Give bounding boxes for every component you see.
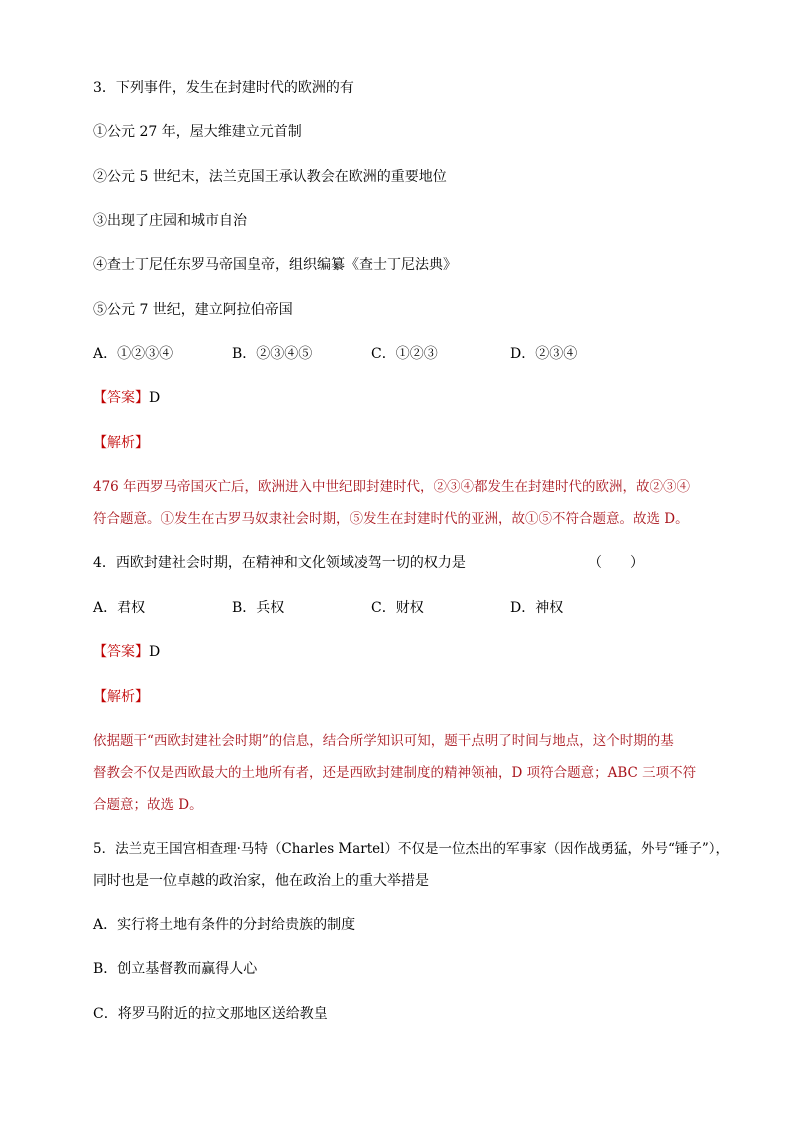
q4-option-a: A．君权: [93, 600, 146, 616]
q3-option-a: A．①②③④: [93, 346, 174, 362]
q4-analysis-line-2: 督教会不仅是西欧最大的土地所有者，还是西欧封建制度的精神领袖，D 项符合题意；ABC 三项不符: [93, 765, 697, 781]
q5-option-c: C．将罗马附近的拉文那地区送给教皇: [93, 1006, 328, 1022]
q3-item-5: ⑤公元 7 世纪，建立阿拉伯帝国: [93, 302, 293, 318]
q4-option-b: B．兵权: [232, 600, 285, 616]
q5-stem-line-1: 5．法兰克王国宫相查理·马特（Charles Martel）不仅是一位杰出的军事家（因作战勇猛，外号“锤子”），: [93, 841, 730, 857]
q3-option-c: C．①②③: [371, 346, 438, 362]
q3-item-2: ②公元 5 世纪末，法兰克国王承认教会在欧洲的重要地位: [93, 169, 447, 185]
q3-analysis-label: 【解析】: [93, 435, 149, 451]
q4-answer-paren: （ ）: [588, 555, 644, 571]
q3-item-1: ①公元 27 年，屋大维建立元首制: [93, 124, 302, 140]
q3-item-4: ④查士丁尼任东罗马帝国皇帝，组织编纂《查士丁尼法典》: [93, 257, 457, 273]
q5-option-a: A．实行将土地有条件的分封给贵族的制度: [93, 917, 356, 933]
q3-answer-label: 【答案】: [93, 390, 149, 406]
q3-option-d: D．②③④: [510, 346, 578, 362]
q4-answer-value: D: [149, 644, 161, 660]
q5-stem-line-2: 同时也是一位卓越的政治家，他在政治上的重大举措是: [93, 873, 429, 889]
q3-analysis-line-2: 符合题意。①发生在古罗马奴隶社会时期，⑤发生在封建时代的亚洲，故①⑤不符合题意。故选 D。: [93, 511, 689, 527]
q4-option-c: C．财权: [371, 600, 424, 616]
q3-answer: [93, 389, 160, 407]
q4-option-d: D．神权: [510, 600, 564, 616]
q5-option-b: B．创立基督教而赢得人心: [93, 961, 258, 977]
q4-stem: 4．西欧封建社会时期，在精神和文化领域凌驾一切的权力是: [93, 555, 466, 571]
q3-option-b: B．②③④⑤: [232, 346, 313, 362]
q4-analysis-line-3: 合题意；故选 D。: [93, 797, 203, 813]
q3-answer-value: D: [149, 390, 161, 406]
q4-answer-label: 【答案】: [93, 644, 149, 660]
q3-stem: 3．下列事件，发生在封建时代的欧洲的有: [93, 80, 354, 96]
q4-answer: [93, 643, 160, 661]
q4-analysis-label: 【解析】: [93, 689, 149, 705]
q4-analysis-line-1: 依据题干“西欧封建社会时期”的信息，结合所学知识可知，题干点明了时间与地点，这个时期的基: [93, 733, 674, 749]
q3-analysis-line-1: 476 年西罗马帝国灭亡后，欧洲进入中世纪即封建时代，②③④都发生在封建时代的欧洲，故②③④: [93, 479, 691, 495]
q3-item-3: ③出现了庄园和城市自治: [93, 213, 247, 229]
